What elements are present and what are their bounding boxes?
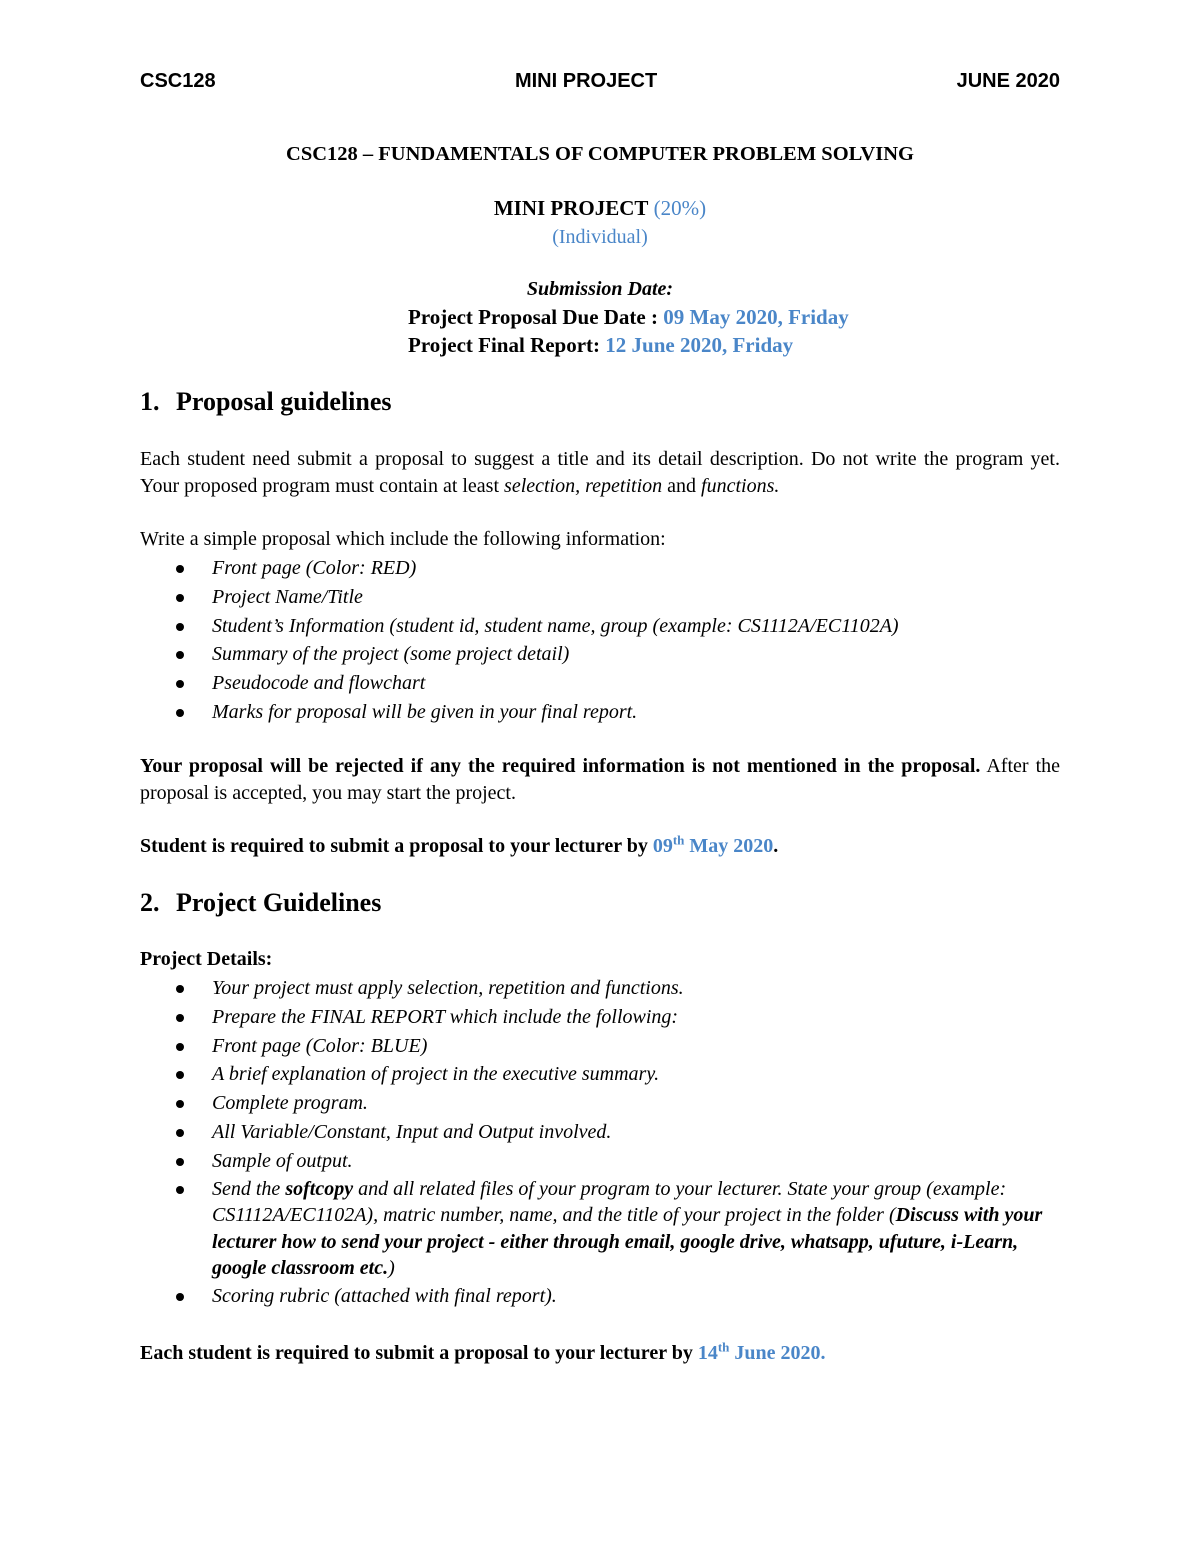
intro-functions: functions.: [701, 475, 780, 497]
mini-project-type: (Individual): [552, 226, 648, 248]
section2-title: Project Guidelines: [176, 888, 382, 917]
bullet-icon: [176, 680, 184, 688]
list-item: [140, 583, 1060, 612]
list-item-text: Front page (Color: BLUE): [212, 1034, 428, 1057]
final-submission-month: June 2020.: [729, 1342, 826, 1364]
list-item-text: All Variable/Constant, Input and Output involved.: [212, 1120, 612, 1143]
bullet-icon: [176, 985, 184, 993]
bullet-icon: [176, 1100, 184, 1108]
mini-project-label: MINI PROJECT: [493, 196, 649, 220]
list-item: [140, 1147, 1060, 1176]
intro-selection: selection, repetition: [504, 475, 663, 497]
bullet-icon: [176, 1071, 184, 1079]
final-submission-day: 14: [697, 1342, 718, 1364]
send-instructions: Discuss with your lecturer how to send your project - either through email, google drive, whatsapp, ufuture, i-Learn, google classroom etc.: [212, 1204, 1043, 1280]
rejection-notice: [140, 753, 1060, 807]
final-submission-day-suffix: th: [717, 1339, 730, 1355]
list-item: [140, 1176, 1060, 1282]
list-item: [140, 1032, 1060, 1061]
header-date: JUNE 2020: [956, 70, 1060, 92]
page-header: [140, 70, 1060, 93]
rejection-rest-text: After the proposal is accepted, you may start the project.: [140, 755, 1060, 804]
bullet-icon: [176, 1186, 184, 1194]
final-report-line: [408, 333, 793, 358]
list-item-text: Marks for proposal will be given in your final report.: [212, 700, 638, 723]
bullet-icon: [176, 623, 184, 631]
final-report-date: 12 June 2020, Friday: [605, 333, 794, 357]
submission-month: May 2020: [684, 835, 774, 857]
project-details-label: Project Details:: [140, 948, 273, 970]
proposal-requirements-list: [140, 554, 1060, 727]
list-item-text: Front page (Color: RED): [212, 557, 417, 579]
section1-number: 1.: [140, 387, 160, 416]
project-details-list: [140, 974, 1060, 1310]
final-submission-line: [140, 1340, 1060, 1367]
mini-project-heading: [140, 196, 1060, 221]
list-item-text: Your project must apply selection, repetition and functions.: [212, 977, 684, 999]
list-item-text: Complete program.: [212, 1092, 368, 1115]
header-course-code: CSC128: [140, 70, 216, 92]
submission-day-suffix: th: [672, 832, 685, 848]
final-submission-date: [697, 1339, 826, 1364]
bullet-icon: [176, 565, 184, 573]
list-item-text: Student’s Information (student id, student name, group (example: CS1112A/EC1102A): [212, 614, 899, 637]
intro-text: Each student need submit a proposal to suggest a title and its detail description. Do not write the program yet. Your proposed program must contain at least: [140, 448, 1060, 497]
send-text-end: ): [388, 1257, 395, 1280]
list-item-text: A brief explanation of project in the executive summary.: [212, 1063, 660, 1086]
bullet-icon: [176, 709, 184, 717]
send-text-b: and all related files of your program to your lecturer. State your group (example: CS1112A/EC1102A), matric number, name, and the title of your project in the folder (: [212, 1177, 1007, 1227]
bullet-icon: [176, 594, 184, 602]
send-softcopy: softcopy: [285, 1177, 354, 1200]
final-submission-text: Each student is required to submit a proposal to your lecturer by: [140, 1342, 698, 1364]
list-item: [140, 1060, 1060, 1089]
section1-title: Proposal guidelines: [176, 387, 392, 416]
list-item-text: Pseudocode and flowchart: [212, 672, 426, 695]
list-item: [140, 554, 1060, 583]
list-item-text: Prepare the FINAL REPORT which include the following:: [212, 1005, 679, 1028]
bullet-icon: [176, 651, 184, 659]
section1-intro: [140, 446, 1060, 500]
section2-number: 2.: [140, 888, 160, 917]
list-item: [140, 669, 1060, 698]
document-title: CSC128 – FUNDAMENTALS OF COMPUTER PROBLEM SOLVING: [286, 143, 914, 165]
list-item: [140, 640, 1060, 669]
bullet-icon: [176, 1293, 184, 1301]
section1-list-intro: Write a simple proposal which include the following information:: [140, 528, 666, 550]
list-item-text: Project Name/Title: [212, 585, 363, 608]
list-item: [140, 974, 1060, 1003]
proposal-due-label: Project Proposal Due Date :: [408, 305, 658, 329]
proposal-submission-line: [140, 833, 1060, 860]
list-item: [140, 1003, 1060, 1032]
list-item: [140, 698, 1060, 727]
list-item-text: Sample of output.: [212, 1149, 353, 1172]
send-text-a: Send the: [212, 1177, 286, 1200]
list-item: [140, 1118, 1060, 1147]
bullet-icon: [176, 1043, 184, 1051]
bullet-icon: [176, 1158, 184, 1166]
list-item-text: Summary of the project (some project detail): [212, 643, 570, 666]
list-item: [140, 1282, 1060, 1311]
submission-heading: Submission Date:: [526, 278, 674, 300]
rejection-bold-text: Your proposal will be rejected if any the required information is not mentioned in the proposal.: [140, 755, 981, 777]
bullet-icon: [176, 1129, 184, 1137]
proposal-due-line: [408, 305, 849, 330]
submission-end: .: [773, 835, 779, 857]
bullet-icon: [176, 1014, 184, 1022]
section2-heading: [140, 888, 381, 918]
mini-project-weight: (20%): [653, 196, 707, 220]
submission-text: Student is required to submit a proposal to your lecturer by: [140, 835, 653, 857]
list-item: [140, 1089, 1060, 1118]
final-report-label: Project Final Report:: [408, 333, 601, 357]
header-doc-type: MINI PROJECT: [514, 70, 658, 92]
intro-and: and: [662, 475, 702, 497]
list-item-text: Scoring rubric (attached with final report).: [212, 1284, 557, 1307]
submission-day: 09: [652, 835, 673, 857]
section1-heading: [140, 387, 392, 417]
list-item: [140, 612, 1060, 641]
submission-date: [652, 832, 774, 857]
proposal-due-date: 09 May 2020, Friday: [663, 305, 849, 329]
